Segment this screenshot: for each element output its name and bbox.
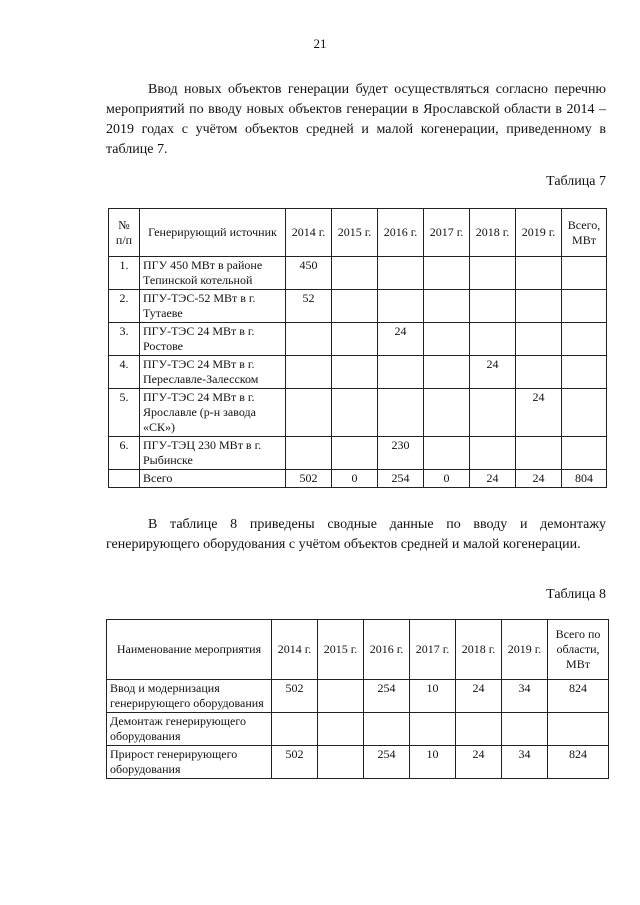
table8-header-cell: 2017 г. (410, 620, 456, 680)
table-row (107, 713, 609, 746)
table7-cell (286, 389, 332, 437)
table7-cell (109, 470, 140, 488)
table7-header-cell: Генерирующий источник (140, 209, 286, 257)
table7-cell (378, 356, 424, 389)
table7-cell (516, 437, 562, 470)
paragraph-2-text: В таблице 8 приведены сводные данные по вводу и демонтажу генерирующего оборудования с учётом объектов средней и малой когенерации. (106, 517, 606, 552)
table7-cell: 24 (516, 470, 562, 488)
table8-cell (272, 713, 318, 746)
table7-cell (378, 389, 424, 437)
table8-cell (548, 713, 609, 746)
table8-cell: Ввод и модернизация генерирующего оборудования (107, 680, 272, 713)
table8-cell: 10 (410, 680, 456, 713)
table8-cell (364, 713, 410, 746)
table7-cell: 254 (378, 470, 424, 488)
table7-header-cell: 2015 г. (332, 209, 378, 257)
table7-cell: ПГУ-ТЭС-52 МВт в г. Тутаеве (140, 290, 286, 323)
table8-cell: 254 (364, 680, 410, 713)
table7-cell: 52 (286, 290, 332, 323)
table7-cell: 4. (109, 356, 140, 389)
table7-cell: 24 (378, 323, 424, 356)
table7-cell (332, 323, 378, 356)
table7-cell (562, 389, 607, 437)
table7-header-cell: Всего, МВт (562, 209, 607, 257)
table7-cell: 5. (109, 389, 140, 437)
table7-header-cell: 2016 г. (378, 209, 424, 257)
table7-cell (470, 389, 516, 437)
table8-header-cell: 2019 г. (502, 620, 548, 680)
table7-cell: 0 (332, 470, 378, 488)
table7-cell (562, 257, 607, 290)
table7-cell (424, 290, 470, 323)
table8-cell: 824 (548, 746, 609, 779)
paragraph-1-text: Ввод новых объектов генерации будет осуществляться согласно перечню мероприятий по вводу новых объектов генерации в Ярославской области в 2014 – 2019 годах с учётом объектов средней и малой когенерации, приведенному в таблице 7. (106, 82, 606, 157)
table-8-body (107, 680, 609, 779)
table-row (109, 389, 607, 437)
table7-cell: 1. (109, 257, 140, 290)
table7-cell (470, 323, 516, 356)
table-row (109, 257, 607, 290)
table7-cell (332, 290, 378, 323)
table8-cell: 24 (456, 746, 502, 779)
table7-cell (286, 437, 332, 470)
table7-cell: 230 (378, 437, 424, 470)
table7-header-cell: 2017 г. (424, 209, 470, 257)
table8-cell: 34 (502, 746, 548, 779)
table7-cell: 6. (109, 437, 140, 470)
table8-header-cell: Наименование мероприятия (107, 620, 272, 680)
table8-header-cell: 2014 г. (272, 620, 318, 680)
table8-header-cell: 2016 г. (364, 620, 410, 680)
table7-cell: 2. (109, 290, 140, 323)
table-8-header-row (107, 620, 609, 680)
table7-cell: ПГУ-ТЭС 24 МВт в г. Ростове (140, 323, 286, 356)
table7-header-cell: 2014 г. (286, 209, 332, 257)
table7-cell: Всего (140, 470, 286, 488)
table8-cell: 502 (272, 746, 318, 779)
table8-cell (502, 713, 548, 746)
table7-cell (516, 323, 562, 356)
table7-cell: ПГУ-ТЭС 24 МВт в г. Ярославле (р-н завода «СК») (140, 389, 286, 437)
table7-cell: 502 (286, 470, 332, 488)
table8-header-cell: 2018 г. (456, 620, 502, 680)
table-7-caption: Таблица 7 (546, 174, 606, 189)
table7-cell: 3. (109, 323, 140, 356)
table7-cell (286, 323, 332, 356)
table7-cell: ПГУ-ТЭЦ 230 МВт в г. Рыбинске (140, 437, 286, 470)
table8-cell (456, 713, 502, 746)
table7-cell (470, 290, 516, 323)
table7-cell (424, 437, 470, 470)
table8-cell: 502 (272, 680, 318, 713)
table8-cell: 10 (410, 746, 456, 779)
table7-cell (516, 290, 562, 323)
table7-cell (516, 356, 562, 389)
table7-cell (562, 356, 607, 389)
table8-cell: Прирост генерирующего оборудования (107, 746, 272, 779)
table-row (109, 323, 607, 356)
table7-cell (378, 290, 424, 323)
table7-cell (378, 257, 424, 290)
table8-cell: Демонтаж генерирующего оборудования (107, 713, 272, 746)
table7-cell (332, 389, 378, 437)
table7-header-cell: 2018 г. (470, 209, 516, 257)
table-row (109, 290, 607, 323)
table7-cell (424, 389, 470, 437)
table7-cell (470, 437, 516, 470)
table8-cell: 254 (364, 746, 410, 779)
table7-cell (332, 356, 378, 389)
table7-cell: 0 (424, 470, 470, 488)
table7-cell (470, 257, 516, 290)
table-row (109, 470, 607, 488)
table-7-body (109, 257, 607, 488)
table8-cell: 24 (456, 680, 502, 713)
table7-cell (562, 437, 607, 470)
table7-cell: ПГУ-ТЭС 24 МВт в г. Переславле-Залесском (140, 356, 286, 389)
table8-cell: 824 (548, 680, 609, 713)
table7-cell (424, 257, 470, 290)
table7-cell (424, 356, 470, 389)
table-row (107, 746, 609, 779)
table8-cell (410, 713, 456, 746)
table8-header-cell: 2015 г. (318, 620, 364, 680)
table7-cell: 24 (516, 389, 562, 437)
table7-cell: 804 (562, 470, 607, 488)
table7-cell (562, 323, 607, 356)
table-8-caption: Таблица 8 (546, 587, 606, 602)
table-7 (108, 208, 607, 488)
table7-cell (424, 323, 470, 356)
table7-cell (562, 290, 607, 323)
page-number: 21 (313, 36, 327, 51)
table8-cell: 34 (502, 680, 548, 713)
table-8 (106, 619, 609, 779)
table7-cell (516, 257, 562, 290)
table8-cell (318, 713, 364, 746)
table-row (109, 437, 607, 470)
table-row (109, 356, 607, 389)
table8-header-cell: Всего по области, МВт (548, 620, 609, 680)
table7-cell (332, 437, 378, 470)
table7-cell: 24 (470, 470, 516, 488)
table7-cell: ПГУ 450 МВт в районе Тепинской котельной (140, 257, 286, 290)
paragraph-2 (106, 515, 606, 555)
table8-cell (318, 746, 364, 779)
table7-cell (286, 356, 332, 389)
table7-cell: 450 (286, 257, 332, 290)
table7-cell: 24 (470, 356, 516, 389)
table-row (107, 680, 609, 713)
table7-cell (332, 257, 378, 290)
table8-cell (318, 680, 364, 713)
table-7-header-row (109, 209, 607, 257)
table7-header-cell: 2019 г. (516, 209, 562, 257)
table7-header-cell: № п/п (109, 209, 140, 257)
paragraph-1 (106, 80, 606, 160)
